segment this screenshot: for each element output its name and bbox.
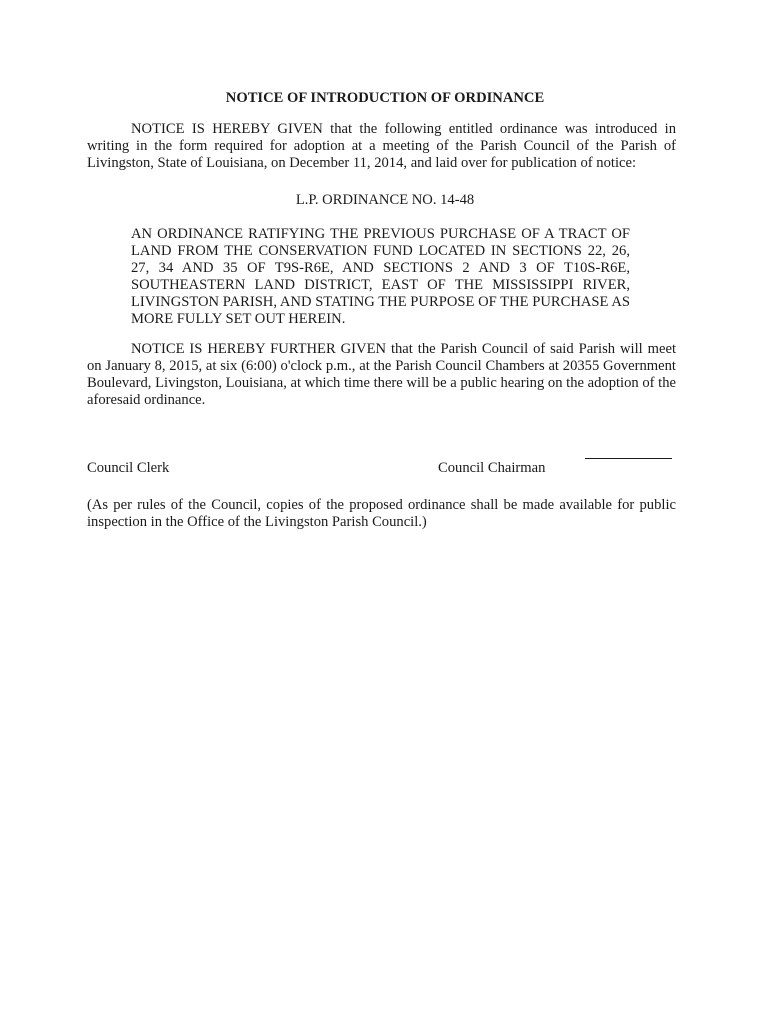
ordinance-number: L.P. ORDINANCE NO. 14-48 (295, 192, 475, 208)
council-clerk-label: Council Clerk (87, 460, 170, 476)
notice-paragraph-text: NOTICE IS HEREBY GIVEN that the following entitled ordinance was introduced in writing in the form required for adoption at a meeting of the Parish Council of the Parish of Livingston, State of Louisiana, on December 11, 2014, and laid over for publication of notice: (87, 121, 676, 171)
document-title: NOTICE OF INTRODUCTION OF ORDINANCE (225, 90, 545, 106)
notice-paragraph (87, 121, 676, 172)
hearing-paragraph (87, 341, 676, 409)
ordinance-title: AN ORDINANCE RATIFYING THE PREVIOUS PURCHASE OF A TRACT OF LAND FROM THE CONSERVATION FUND LOCATED IN SECTIONS 22, 26, 27, 34 AND 35 OF T9S-R6E, AND SECTIONS 2 AND 3 OF T10S-R6E, SOUTHEASTERN LAND DISTRICT, EAST OF THE MISSISSIPPI RIVER, LIVINGSTON PARISH, AND STATING THE PURPOSE OF THE PURCHASE AS MORE FULLY SET OUT HEREIN. (131, 226, 630, 327)
footnote: (As per rules of the Council, copies of the proposed ordinance shall be made available for public inspection in the Office of the Livingston Parish Council.) (87, 497, 676, 530)
signature-line (585, 458, 672, 459)
hearing-paragraph-text: NOTICE IS HEREBY FURTHER GIVEN that the Parish Council of said Parish will meet on January 8, 2015, at six (6:00) o'clock p.m., at the Parish Council Chambers at 20355 Government Boulevard, Livingston, Louisiana, at which time there will be a public hearing on the adoption of the aforesaid ordinance. (87, 341, 676, 408)
council-chairman-label: Council Chairman (438, 460, 546, 476)
